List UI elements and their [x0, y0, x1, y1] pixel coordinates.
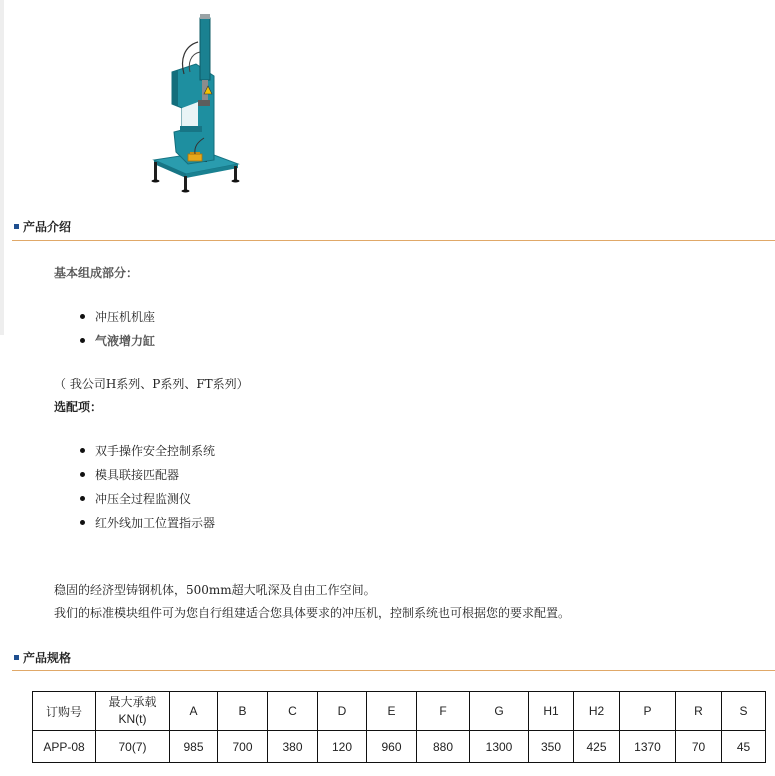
table-cell: APP-08	[33, 731, 96, 763]
table-cell: 350	[529, 731, 574, 763]
table-cell: 960	[367, 731, 417, 763]
section-divider	[12, 240, 775, 241]
table-cell: 70(7)	[96, 731, 170, 763]
table-cell: 380	[268, 731, 318, 763]
bullet-dot-icon	[80, 314, 85, 319]
description-line: 我们的标准模块组件可为您自行组建适合您具体要求的冲压机，控制系统也可根据您的要求配置。	[54, 606, 571, 620]
header-cell: F	[417, 692, 470, 731]
header-cell: P	[620, 692, 676, 731]
header-cell: R	[676, 692, 722, 731]
header-cell: C	[268, 692, 318, 731]
header-cell: A	[170, 692, 218, 731]
section-divider	[12, 670, 775, 671]
header-cell: H2	[574, 692, 620, 731]
components-title: 基本组成部分：	[54, 266, 139, 280]
section-title: 产品规格	[23, 651, 72, 665]
header-cell: 最大承载 KN(t)	[96, 692, 170, 731]
table-cell: 425	[574, 731, 620, 763]
header-cell: 订购号	[33, 692, 96, 731]
header-cell: E	[367, 692, 417, 731]
header-cell: S	[722, 692, 766, 731]
bullet-dot-icon	[80, 338, 85, 343]
description-line: 稳固的经济型铸钢机体，500mm超大吼深及自由工作空间。	[54, 583, 376, 597]
header-cell: G	[470, 692, 529, 731]
left-edge-strip	[0, 0, 4, 335]
square-bullet-icon	[14, 655, 19, 660]
table-cell: 120	[318, 731, 367, 763]
bullet-dot-icon	[80, 448, 85, 453]
table-cell: 1370	[620, 731, 676, 763]
spec-table	[32, 691, 766, 763]
table-header-row	[33, 692, 766, 731]
press-machine-image	[148, 12, 244, 196]
bullet-dot-icon	[80, 496, 85, 501]
header-cell: H1	[529, 692, 574, 731]
table-cell: 45	[722, 731, 766, 763]
options-title: 选配项：	[54, 400, 103, 414]
square-bullet-icon	[14, 224, 19, 229]
bullet-dot-icon	[80, 472, 85, 477]
series-note: （ 我公司H系列、P系列、FT系列）	[54, 377, 249, 391]
table-cell: 700	[218, 731, 268, 763]
table-cell: 880	[417, 731, 470, 763]
header-cell: B	[218, 692, 268, 731]
section-title: 产品介绍	[23, 220, 72, 234]
table-cell: 1300	[470, 731, 529, 763]
bullet-dot-icon	[80, 520, 85, 525]
table-row	[33, 731, 766, 763]
table-cell: 985	[170, 731, 218, 763]
header-cell: D	[318, 692, 367, 731]
table-cell: 70	[676, 731, 722, 763]
